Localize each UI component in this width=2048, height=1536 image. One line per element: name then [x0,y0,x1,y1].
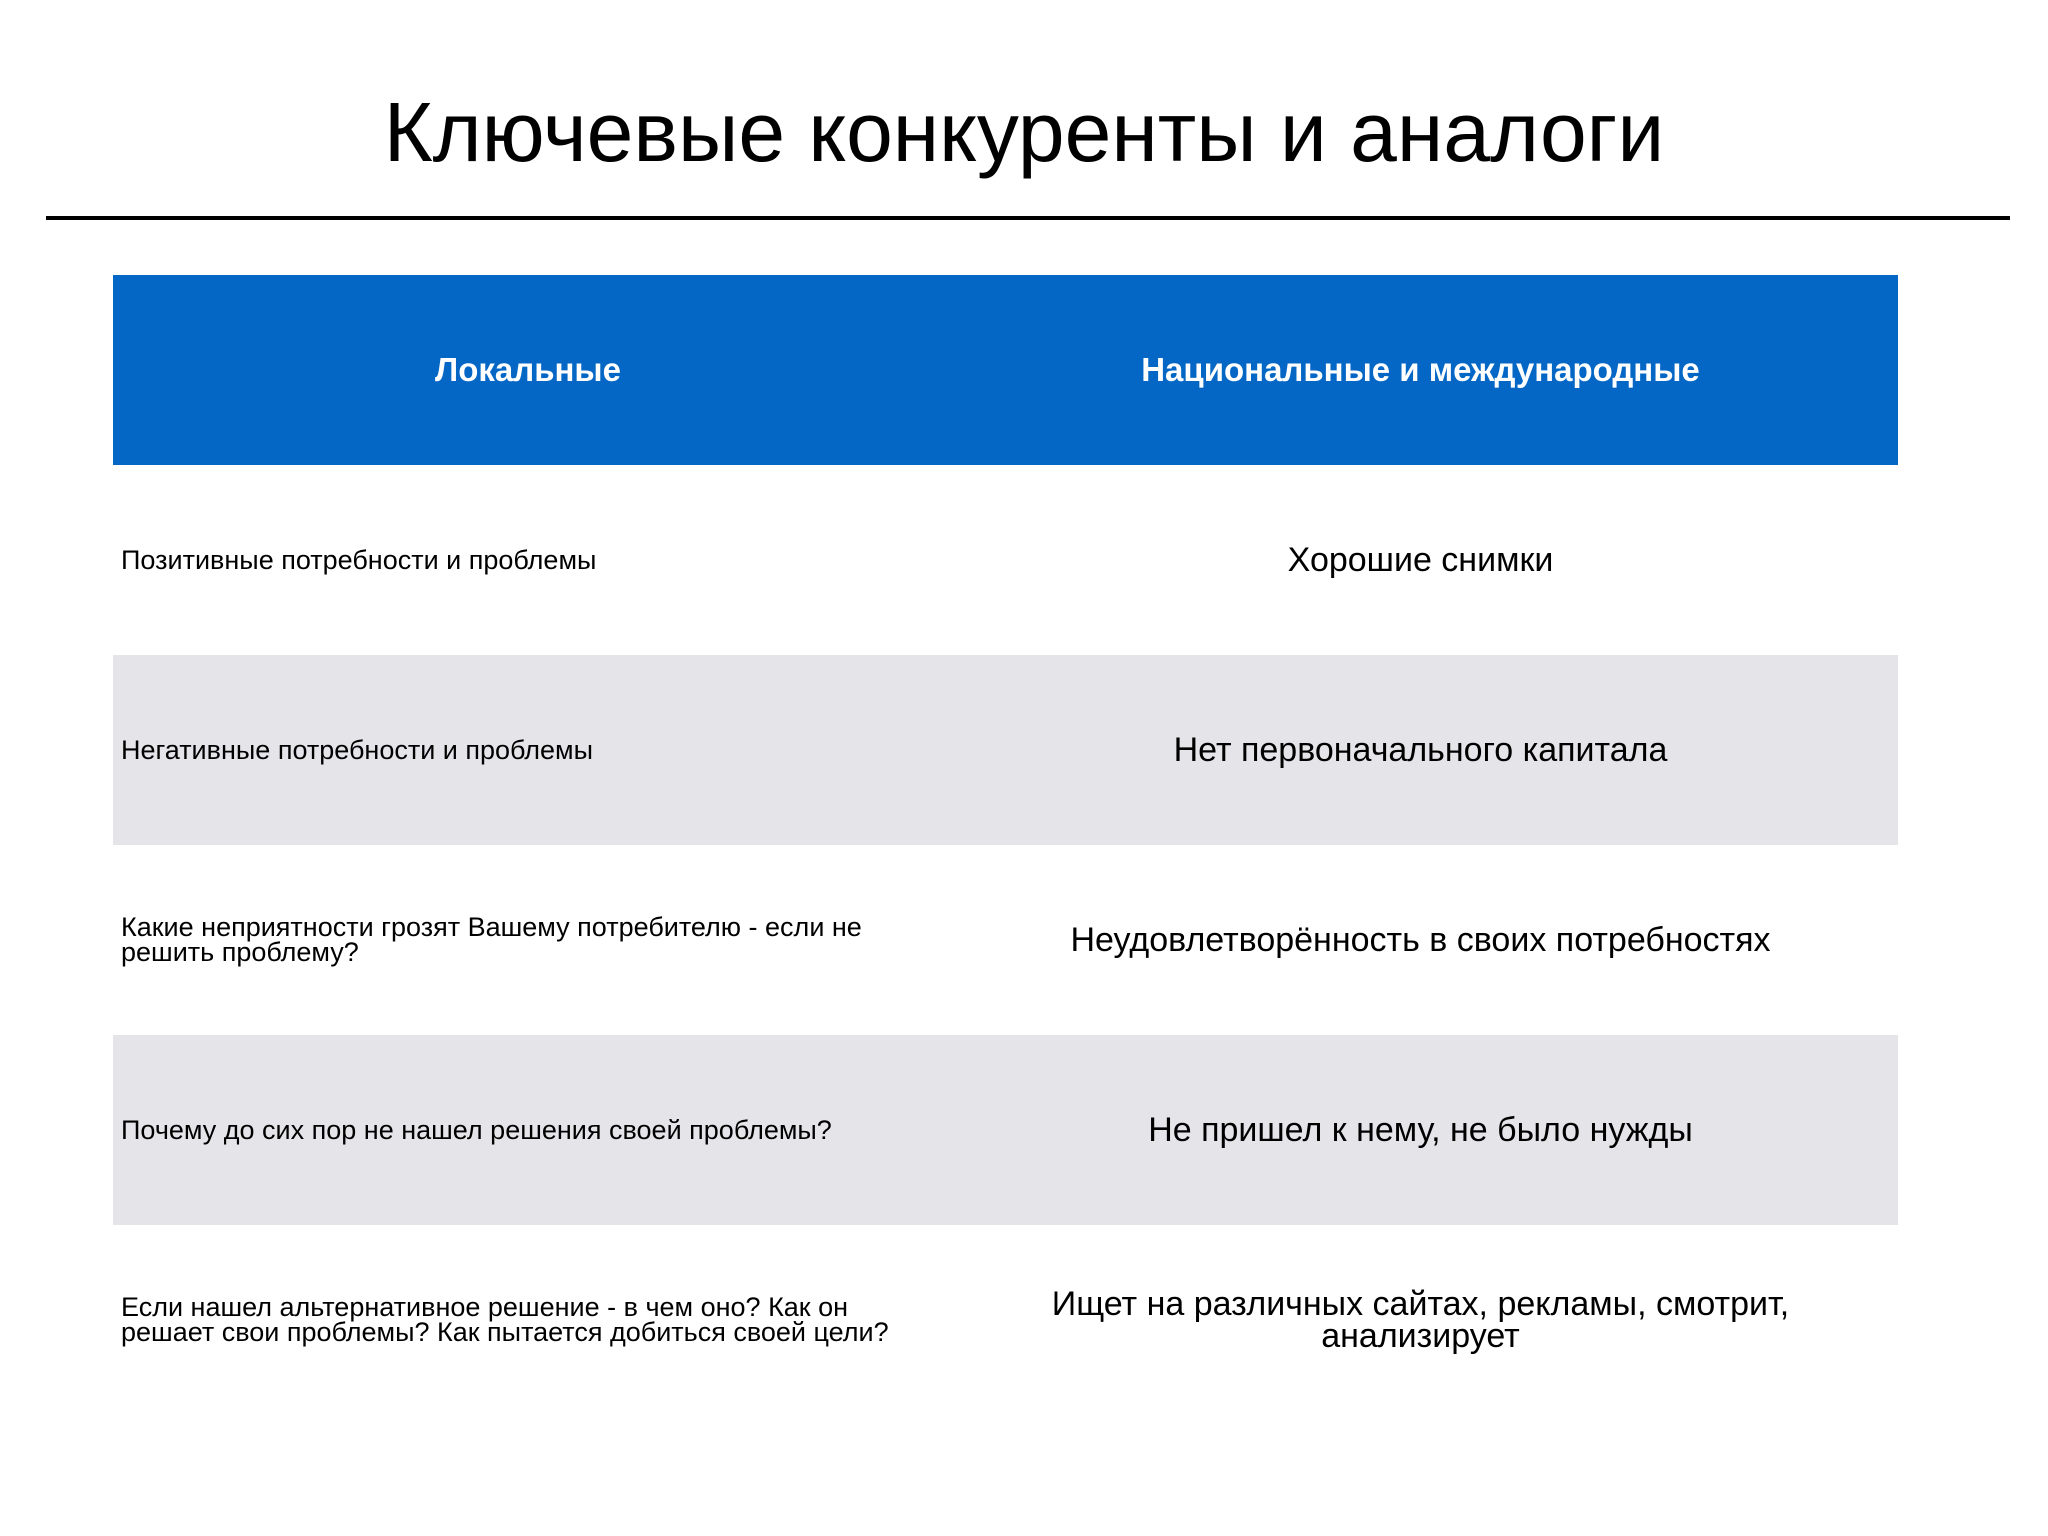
row-question: Позитивные потребности и проблемы [121,544,597,575]
row-answer: Нет первоначального капитала [1173,731,1668,769]
table-header-row [113,275,1898,465]
row-answer: Неудовлетворённость в своих потребностях [1070,921,1771,959]
header-national-international: Национальные и международные [1141,351,1700,388]
table-row [113,465,1898,655]
title-divider [46,216,2010,220]
header-local: Локальные [435,351,621,388]
slide-title: Ключевые конкуренты и аналоги [383,85,1665,179]
row-question: Если нашел альтернативное решение - в чем оно? Как он решает свои проблемы? Как пытается добиться своей цели? [121,1292,889,1347]
row-question: Негативные потребности и проблемы [121,734,594,765]
row-question: Почему до сих пор не нашел решения своей проблемы? [121,1114,832,1145]
table-row [113,655,1898,845]
competitors-table [113,275,1898,1415]
table-row [113,845,1898,1035]
table-row [113,1035,1898,1225]
row-answer: Хорошие снимки [1287,541,1554,579]
row-answer: Ищет на различных сайтах, рекламы, смотрит, анализирует [1051,1285,1790,1355]
row-question: Какие неприятности грозят Вашему потребителю - если не решить проблему? [121,912,862,967]
row-answer: Не пришел к нему, не было нужды [1148,1111,1693,1149]
table-row [113,1225,1898,1415]
